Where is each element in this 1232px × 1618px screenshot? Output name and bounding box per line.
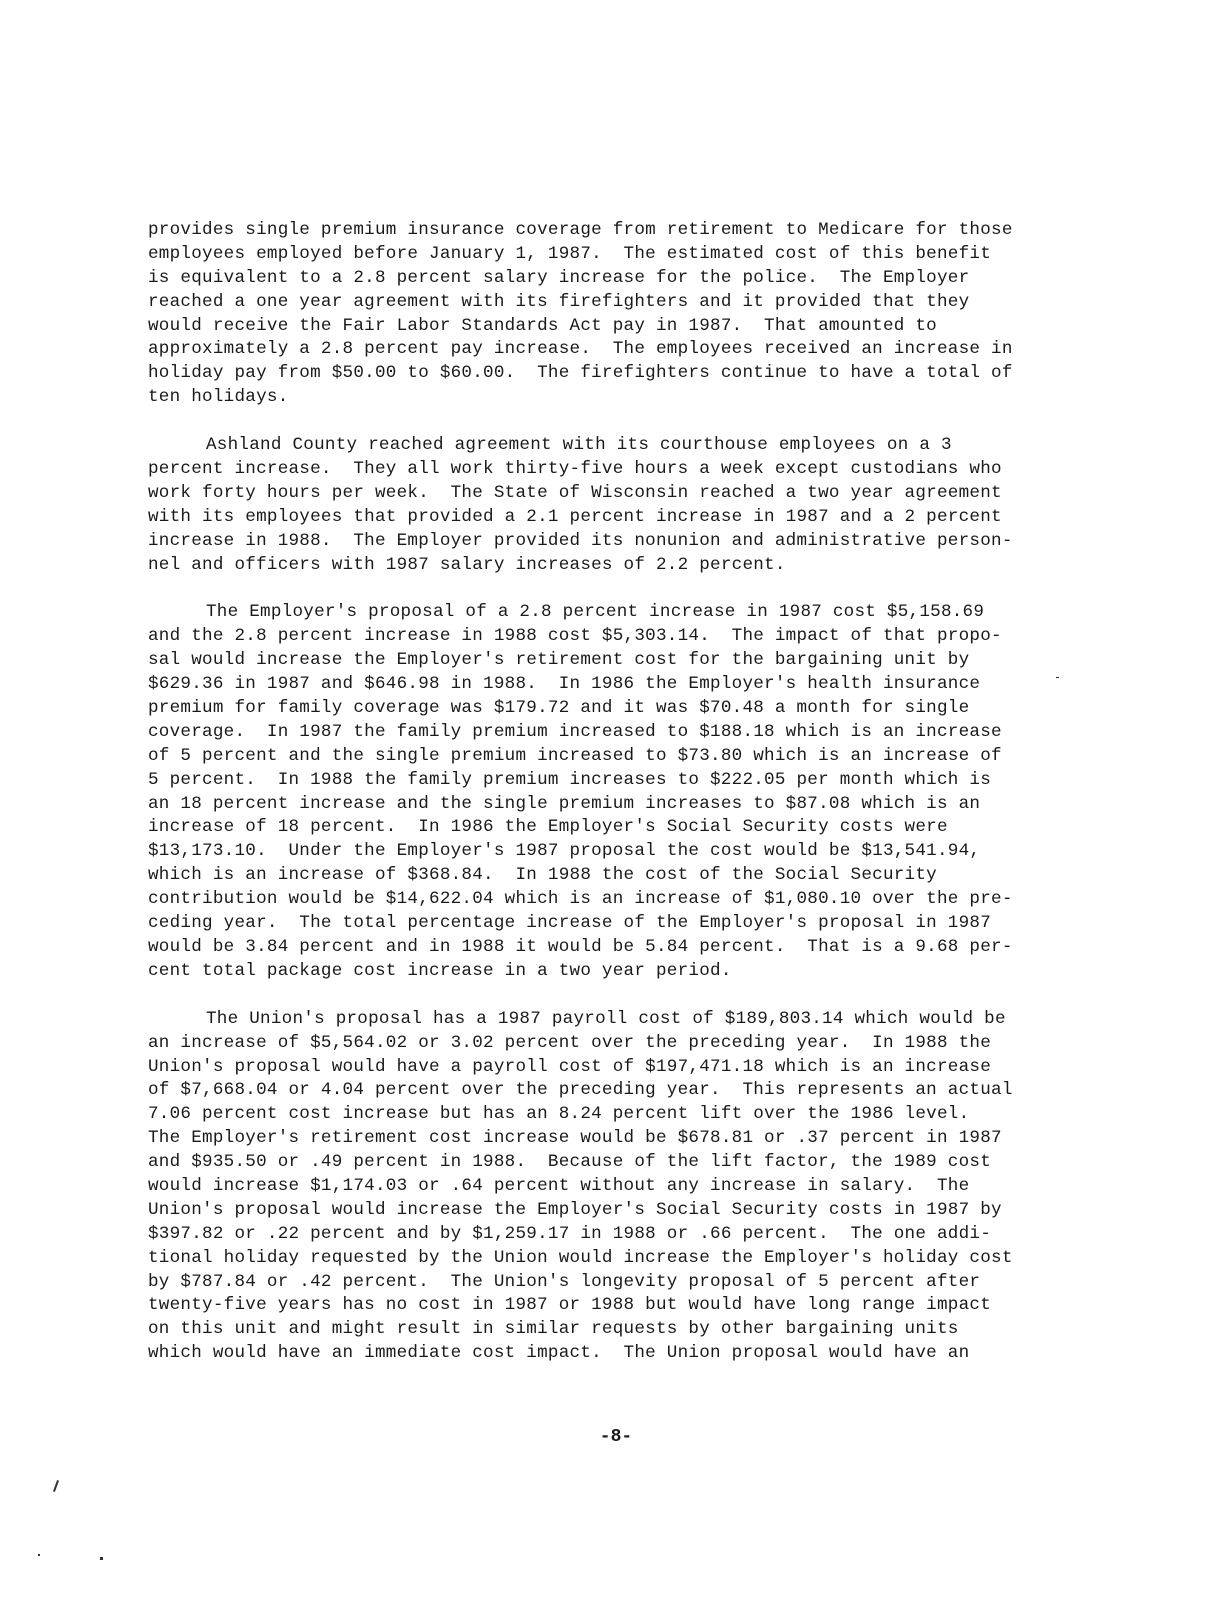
text-line: increase in 1988. The Employer provided its nonunion and administrative person- — [148, 530, 1013, 551]
text-line: would be 3.84 percent and in 1988 it would be 5.84 percent. That is a 9.68 per- — [148, 936, 1013, 957]
paragraph — [148, 434, 1088, 577]
text-line: The Employer's retirement cost increase would be $678.81 or .37 percent in 1987 — [148, 1128, 1002, 1149]
text-line: Ashland County reached agreement with its courthouse employees on a 3 — [206, 435, 952, 456]
page-number: -8- — [599, 1427, 633, 1447]
text-line: provides single premium insurance coverage from retirement to Medicare for those — [148, 220, 1013, 240]
text-line: Union's proposal would have a payroll cost of $197,471.18 which is an increase — [148, 1056, 992, 1077]
text-line: $13,173.10. Under the Employer's 1987 proposal the cost would be $13,541.94, — [148, 841, 981, 862]
text-line: 7.06 percent cost increase but has an 8.24 percent lift over the 1986 level. — [148, 1104, 970, 1125]
paragraph — [148, 219, 1088, 410]
text-line: holiday pay from $50.00 to $60.00. The firefighters continue to have a total of — [148, 363, 1013, 384]
text-line: twenty-five years has no cost in 1987 or 1988 but would have long range impact — [148, 1295, 992, 1316]
text-line: by $787.84 or .42 percent. The Union's longevity proposal of 5 percent after — [148, 1271, 981, 1292]
text-line: which is an increase of $368.84. In 1988 the cost of the Social Security — [148, 865, 937, 886]
text-line: and the 2.8 percent increase in 1988 cost $5,303.14. The impact of that propo- — [148, 626, 1002, 647]
text-line: with its employees that provided a 2.1 percent increase in 1987 and a 2 percent — [148, 506, 1002, 527]
text-line: sal would increase the Employer's retirement cost for the bargaining unit by — [148, 650, 970, 671]
text-line: $397.82 or .22 percent and by $1,259.17 in 1988 or .66 percent. The one addi- — [148, 1223, 992, 1244]
text-line: cent total package cost increase in a two year period. — [148, 960, 732, 981]
text-line: of $7,668.04 or 4.04 percent over the preceding year. This represents an actual — [148, 1080, 1013, 1101]
text-line: ten holidays. — [148, 387, 289, 408]
text-line: is equivalent to a 2.8 percent salary increase for the police. The Employer — [148, 267, 970, 288]
text-line: nel and officers with 1987 salary increases of 2.2 percent. — [148, 554, 786, 575]
text-line: an 18 percent increase and the single premium increases to $87.08 which is an — [148, 793, 981, 814]
text-line: $629.36 in 1987 and $646.98 in 1988. In 1986 the Employer's health insurance — [148, 674, 981, 695]
text-line: employees employed before January 1, 1987. The estimated cost of this benefit — [148, 243, 992, 264]
text-line: coverage. In 1987 the family premium increased to $188.18 which is an increase — [148, 721, 1002, 742]
text-line: ceding year. The total percentage increase of the Employer's proposal in 1987 — [148, 913, 992, 934]
text-line: Union's proposal would increase the Employer's Social Security costs in 1987 by — [148, 1199, 1002, 1220]
text-line: premium for family coverage was $179.72 and it was $70.48 a month for single — [148, 698, 970, 719]
text-line: reached a one year agreement with its firefighters and it provided that they — [148, 291, 970, 312]
text-line: 5 percent. In 1988 the family premium increases to $222.05 per month which is — [148, 769, 992, 790]
scan-mark — [100, 1557, 103, 1560]
text-line: and $935.50 or .49 percent in 1988. Because of the lift factor, the 1989 cost — [148, 1152, 992, 1173]
text-line: work forty hours per week. The State of Wisconsin reached a two year agreement — [148, 482, 1002, 503]
text-line: approximately a 2.8 percent pay increase. The employees received an increase in — [148, 339, 1013, 360]
text-line: percent increase. They all work thirty-five hours a week except custodians who — [148, 459, 1002, 480]
text-line: an increase of $5,564.02 or 3.02 percent over the preceding year. In 1988 the — [148, 1032, 992, 1053]
text-line: of 5 percent and the single premium increased to $73.80 which is an increase of — [148, 745, 1002, 766]
paragraph — [148, 1008, 1088, 1366]
scan-mark — [38, 1554, 40, 1556]
text-line: tional holiday requested by the Union would increase the Employer's holiday cost — [148, 1247, 1013, 1268]
text-line: which would have an immediate cost impact. The Union proposal would have an — [148, 1343, 970, 1364]
text-line: on this unit and might result in similar requests by other bargaining units — [148, 1319, 959, 1340]
paragraph — [148, 601, 1088, 983]
text-line: contribution would be $14,622.04 which is an increase of $1,080.10 over the pre- — [148, 889, 1013, 910]
scan-mark — [1056, 677, 1059, 678]
document-body — [148, 219, 1088, 1390]
text-line: would increase $1,174.03 or .64 percent without any increase in salary. The — [148, 1175, 970, 1196]
text-line: increase of 18 percent. In 1986 the Employer's Social Security costs were — [148, 817, 948, 838]
scan-mark — [53, 1480, 59, 1492]
text-line: The Employer's proposal of a 2.8 percent increase in 1987 cost $5,158.69 — [206, 602, 985, 623]
text-line: would receive the Fair Labor Standards Act pay in 1987. That amounted to — [148, 315, 937, 336]
text-line: The Union's proposal has a 1987 payroll cost of $189,803.14 which would be — [206, 1008, 1006, 1029]
